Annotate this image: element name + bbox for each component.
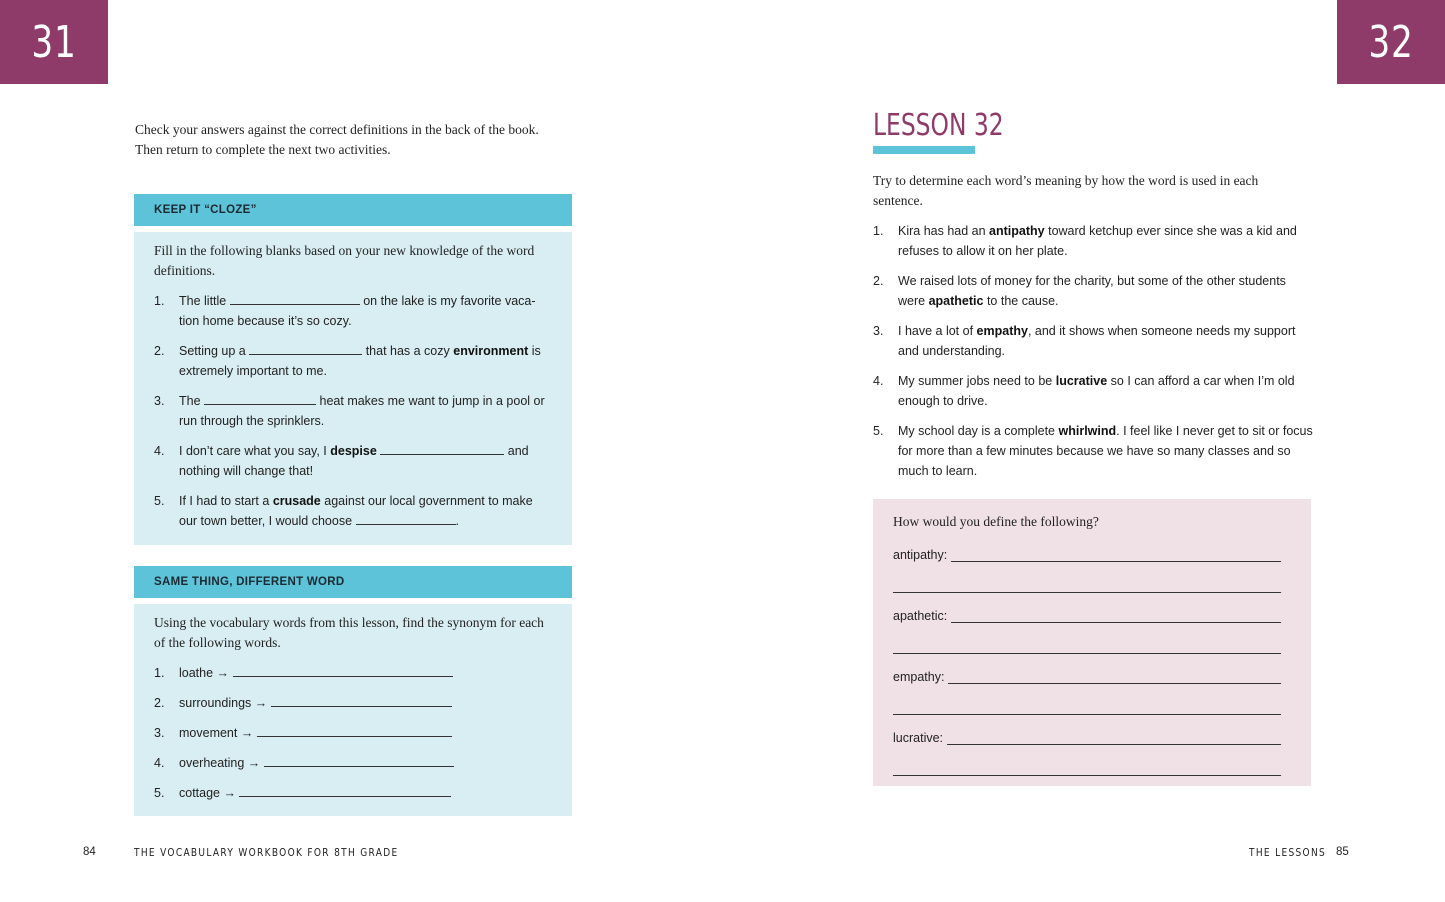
item-text: , and it shows when someone needs my support and understanding.	[898, 324, 1296, 358]
define-term: empathy:	[893, 670, 945, 684]
define-row	[893, 603, 1281, 623]
item-number: 4.	[154, 756, 165, 770]
item-text: is	[531, 344, 541, 358]
item-text: and	[507, 444, 529, 458]
item-text: run through the sprinklers.	[179, 414, 325, 428]
answer-blank[interactable]	[239, 783, 451, 797]
sentence-list	[873, 211, 1313, 481]
item-text: so I can afford a car when I’m old enough to drive.	[898, 374, 1295, 408]
list-item	[154, 491, 552, 531]
vocab-word: despise	[330, 444, 377, 458]
list-item	[154, 663, 552, 683]
vocab-word: empathy	[976, 324, 1028, 338]
synonym-prompt: loathe →	[179, 666, 230, 680]
item-text: .	[455, 514, 459, 528]
item-number: 5.	[873, 424, 884, 438]
answer-blank[interactable]	[380, 441, 504, 455]
item-text: My school day is a complete	[898, 424, 1056, 438]
answer-blank[interactable]	[249, 341, 362, 355]
intro-text	[135, 120, 575, 160]
cloze-panel	[134, 232, 572, 545]
cloze-list	[154, 291, 552, 531]
answer-blank[interactable]	[204, 391, 316, 405]
synonym-heading: SAME THING, DIFFERENT WORD	[134, 566, 572, 598]
running-title-text: THE LESSONS	[1249, 846, 1327, 859]
page-number-left: 84	[83, 846, 96, 858]
answer-blank[interactable]	[271, 693, 452, 707]
item-number: 1.	[154, 666, 165, 680]
define-term: apathetic:	[893, 609, 948, 623]
item-text: on the lake is my favorite vaca-	[363, 294, 536, 308]
answer-line[interactable]	[893, 761, 1281, 776]
intro-line: Then return to complete the next two activities.	[135, 142, 391, 157]
chapter-tab-left	[0, 0, 108, 84]
answer-line[interactable]	[893, 639, 1281, 654]
lesson-intro: Try to determine each word’s meaning by how the word is used in each sentence.	[873, 173, 1259, 208]
cloze-heading: KEEP IT “CLOZE”	[134, 194, 572, 226]
list-item	[154, 783, 552, 803]
item-number: 4.	[873, 374, 884, 388]
page-number-right: 85	[1336, 846, 1349, 858]
synonym-panel	[134, 604, 572, 816]
list-item	[154, 753, 552, 773]
list-item	[873, 371, 1313, 411]
item-text: If I had to start a	[179, 494, 270, 508]
synonym-prompt: cottage →	[179, 786, 236, 800]
vocab-word: whirlwind	[1058, 424, 1117, 438]
synonym-lead: Using the vocabulary words from this lesson, find the synonym for each of the following words.	[154, 615, 544, 650]
item-number: 2.	[154, 696, 165, 710]
running-title-right	[1249, 846, 1343, 859]
list-item	[154, 441, 552, 481]
answer-line[interactable]	[947, 730, 1281, 745]
item-text: heat makes me want to jump in a pool or	[319, 394, 545, 408]
tab-number: 31	[31, 16, 77, 68]
item-text: . I feel like I never get to sit or focus for more than a few minutes because we have so many classes and so much to learn.	[898, 424, 1313, 478]
item-text: Setting up a	[179, 344, 246, 358]
define-row	[893, 664, 1281, 684]
answer-line[interactable]	[893, 700, 1281, 715]
item-number: 5.	[154, 494, 165, 508]
answer-line[interactable]	[951, 547, 1281, 562]
answer-line[interactable]	[948, 669, 1281, 684]
synonym-prompt: overheating →	[179, 756, 261, 770]
define-term: antipathy:	[893, 548, 948, 562]
item-text: I have a lot of	[898, 324, 974, 338]
item-text: against our local government to make	[324, 494, 533, 508]
item-number: 3.	[873, 324, 884, 338]
item-number: 5.	[154, 786, 165, 800]
lesson-title-rule	[873, 146, 975, 154]
item-text: to the cause.	[986, 294, 1059, 308]
define-row	[893, 542, 1281, 562]
synonym-prompt: surroundings →	[179, 696, 268, 710]
list-item	[154, 291, 552, 331]
list-item	[154, 341, 552, 381]
list-item	[873, 321, 1313, 361]
answer-line[interactable]	[951, 608, 1281, 623]
answer-blank[interactable]	[257, 723, 452, 737]
item-number: 1.	[154, 294, 165, 308]
item-text: that has a cozy	[365, 344, 450, 358]
intro-line: Check your answers against the correct definitions in the back of the book.	[135, 122, 539, 137]
item-number: 2.	[154, 344, 165, 358]
list-item	[873, 221, 1313, 261]
running-title-left	[134, 846, 457, 859]
cloze-lead: Fill in the following blanks based on your new knowledge of the word definitions.	[154, 243, 535, 278]
synonym-prompt: movement →	[179, 726, 254, 740]
item-text: The	[179, 394, 201, 408]
list-item	[154, 723, 552, 743]
answer-line[interactable]	[893, 578, 1281, 593]
item-text: extremely important to me.	[179, 364, 327, 378]
answer-blank[interactable]	[233, 663, 453, 677]
list-item	[873, 271, 1313, 311]
item-text: tion home because it’s so cozy.	[179, 314, 352, 328]
list-item	[873, 421, 1313, 481]
item-text: We raised lots of money for the charity, but some of the other students were	[898, 274, 1286, 308]
chapter-tab-right	[1337, 0, 1445, 84]
tab-number: 32	[1368, 16, 1414, 68]
item-text: My summer jobs need to be	[898, 374, 1053, 388]
item-text: toward ketchup ever since she was a kid and refuses to allow it on her plate.	[898, 224, 1297, 258]
item-number: 4.	[154, 444, 165, 458]
item-number: 2.	[873, 274, 884, 288]
answer-blank[interactable]	[356, 511, 456, 525]
vocab-word: antipathy	[989, 224, 1045, 238]
answer-blank[interactable]	[264, 753, 454, 767]
item-text: The little	[179, 294, 227, 308]
item-text: I don’t care what you say, I	[179, 444, 327, 458]
item-text: our town better, I would choose	[179, 514, 353, 528]
define-lead: How would you define the following?	[893, 514, 1099, 529]
vocab-word: crusade	[272, 494, 321, 508]
answer-blank[interactable]	[230, 291, 360, 305]
item-number: 1.	[873, 224, 884, 238]
item-number: 3.	[154, 726, 165, 740]
synonym-list	[154, 663, 552, 803]
item-text: Kira has had an	[898, 224, 986, 238]
lesson-title-text: LESSON 32	[873, 108, 1004, 143]
running-title-text: THE VOCABULARY WORKBOOK FOR 8TH GRADE	[134, 846, 399, 859]
item-text: nothing will change that!	[179, 464, 314, 478]
define-panel	[873, 499, 1311, 786]
vocab-word: environment	[453, 344, 529, 358]
lesson-title	[873, 108, 1041, 143]
define-term: lucrative:	[893, 731, 944, 745]
vocab-word: lucrative	[1055, 374, 1108, 388]
list-item	[154, 693, 552, 713]
vocab-word: apathetic	[928, 294, 984, 308]
define-row	[893, 725, 1281, 745]
list-item	[154, 391, 552, 431]
item-number: 3.	[154, 394, 165, 408]
